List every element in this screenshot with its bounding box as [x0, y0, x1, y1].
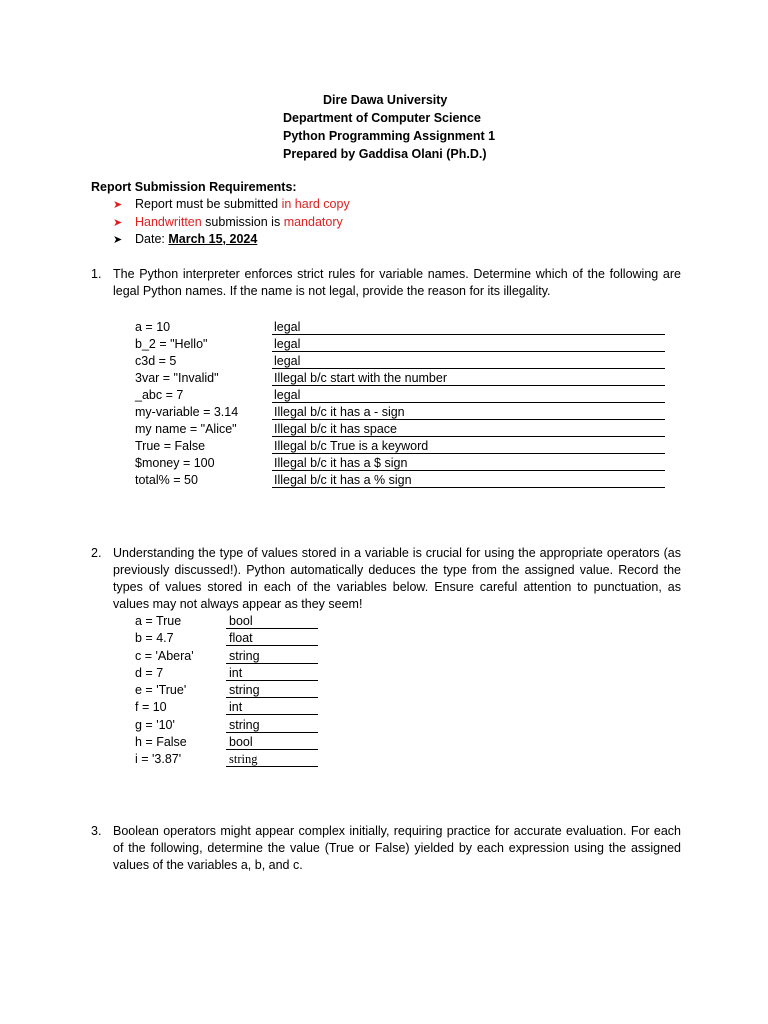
- requirement-highlight: mandatory: [283, 214, 343, 229]
- variable-expression: total% = 50: [135, 473, 198, 487]
- question-text: Understanding the type of values stored in a variable is crucial for using the appropriate operators (as previously discussed!). Python automatically deduces the type from the assigned value. Record the types of values stored in each of the variables below. Ensure careful attention to punctuation, as values may not always appear as they seem!: [113, 546, 681, 611]
- answer-blank: Illegal b/c it has a - sign: [272, 404, 665, 420]
- answer-blank: string: [226, 717, 318, 733]
- question-2: [91, 545, 681, 613]
- author-line: Prepared by Gaddisa Olani (Ph.D.): [283, 147, 487, 161]
- requirement-item: [113, 196, 350, 214]
- arrow-bullet-icon: ➤: [113, 199, 123, 211]
- answer-blank: bool: [226, 734, 318, 750]
- answer-blank: string: [226, 682, 318, 698]
- answer-blank: Illegal b/c start with the number: [272, 370, 665, 386]
- department-name: Department of Computer Science: [283, 111, 481, 125]
- answer-blank: int: [226, 699, 318, 715]
- answer-blank: int: [226, 665, 318, 681]
- requirement-highlight: in hard copy: [281, 197, 350, 211]
- variable-expression: b_2 = "Hello": [135, 337, 208, 351]
- question-text: The Python interpreter enforces strict rules for variable names. Determine which of the following are legal Python names. If the name is not legal, provide the reason for its illegality.: [113, 267, 681, 298]
- answer-blank: legal: [272, 353, 665, 369]
- answer-blank: Illegal b/c it has space: [272, 421, 665, 437]
- variable-expression: e = 'True': [135, 683, 187, 698]
- question-3: [91, 823, 681, 874]
- variable-expression: f = 10: [135, 700, 167, 715]
- university-name: Dire Dawa University: [323, 93, 448, 107]
- requirement-item: [113, 214, 350, 232]
- question-number: 3.: [91, 824, 102, 838]
- variable-expression: a = True: [135, 614, 182, 628]
- variable-expression: g = '10': [135, 717, 175, 732]
- requirement-item: [113, 231, 350, 249]
- variable-expression: my name = "Alice": [135, 422, 237, 436]
- variable-expression: _abc = 7: [135, 388, 184, 402]
- answer-blank: Illegal b/c it has a $ sign: [272, 455, 665, 471]
- variable-expression: b = 4.7: [135, 631, 174, 646]
- question-text: Boolean operators might appear complex initially, requiring practice for accurate evaluation. For each of the following, determine the value (True or False) yielded by each expression using the assigned values of the variables a, b, and c.: [113, 824, 681, 872]
- answer-blank: Illegal b/c True is a keyword: [272, 438, 665, 454]
- answer-blank: legal: [272, 336, 665, 352]
- arrow-bullet-icon: ➤: [113, 234, 123, 246]
- variable-expression: my-variable = 3.14: [135, 405, 239, 419]
- answer-blank: float: [226, 630, 318, 646]
- answer-blank: bool: [226, 613, 318, 629]
- answer-blank: legal: [272, 319, 665, 335]
- requirement-text: Report must be submitted: [135, 197, 282, 211]
- requirements-list: [113, 196, 350, 249]
- variable-expression: d = 7: [135, 665, 164, 680]
- variable-expression: 3var = "Invalid": [135, 371, 219, 385]
- question-1: [91, 266, 681, 300]
- answer-blank: legal: [272, 387, 665, 403]
- answer-blank: string: [226, 751, 318, 767]
- question-number: 2.: [91, 546, 102, 560]
- variable-expression: $money = 100: [135, 456, 215, 470]
- variable-expression: i = '3.87': [135, 752, 182, 767]
- requirements-title: Report Submission Requirements:: [91, 180, 297, 194]
- variable-expression: a = 10: [135, 320, 171, 334]
- due-date: March 15, 2024: [168, 232, 258, 246]
- variable-expression: c = 'Abera': [135, 648, 194, 663]
- date-label: Date:: [135, 232, 169, 246]
- answer-blank: string: [226, 648, 318, 664]
- arrow-bullet-icon: ➤: [113, 216, 123, 229]
- requirement-highlight: Handwritten: [135, 214, 202, 229]
- assignment-title: Python Programming Assignment 1: [283, 129, 496, 143]
- requirement-text: submission is: [201, 214, 284, 229]
- variable-expression: True = False: [135, 439, 206, 453]
- variable-expression: h = False: [135, 735, 187, 750]
- answer-blank: Illegal b/c it has a % sign: [272, 472, 665, 488]
- question-number: 1.: [91, 267, 102, 281]
- variable-expression: c3d = 5: [135, 354, 177, 368]
